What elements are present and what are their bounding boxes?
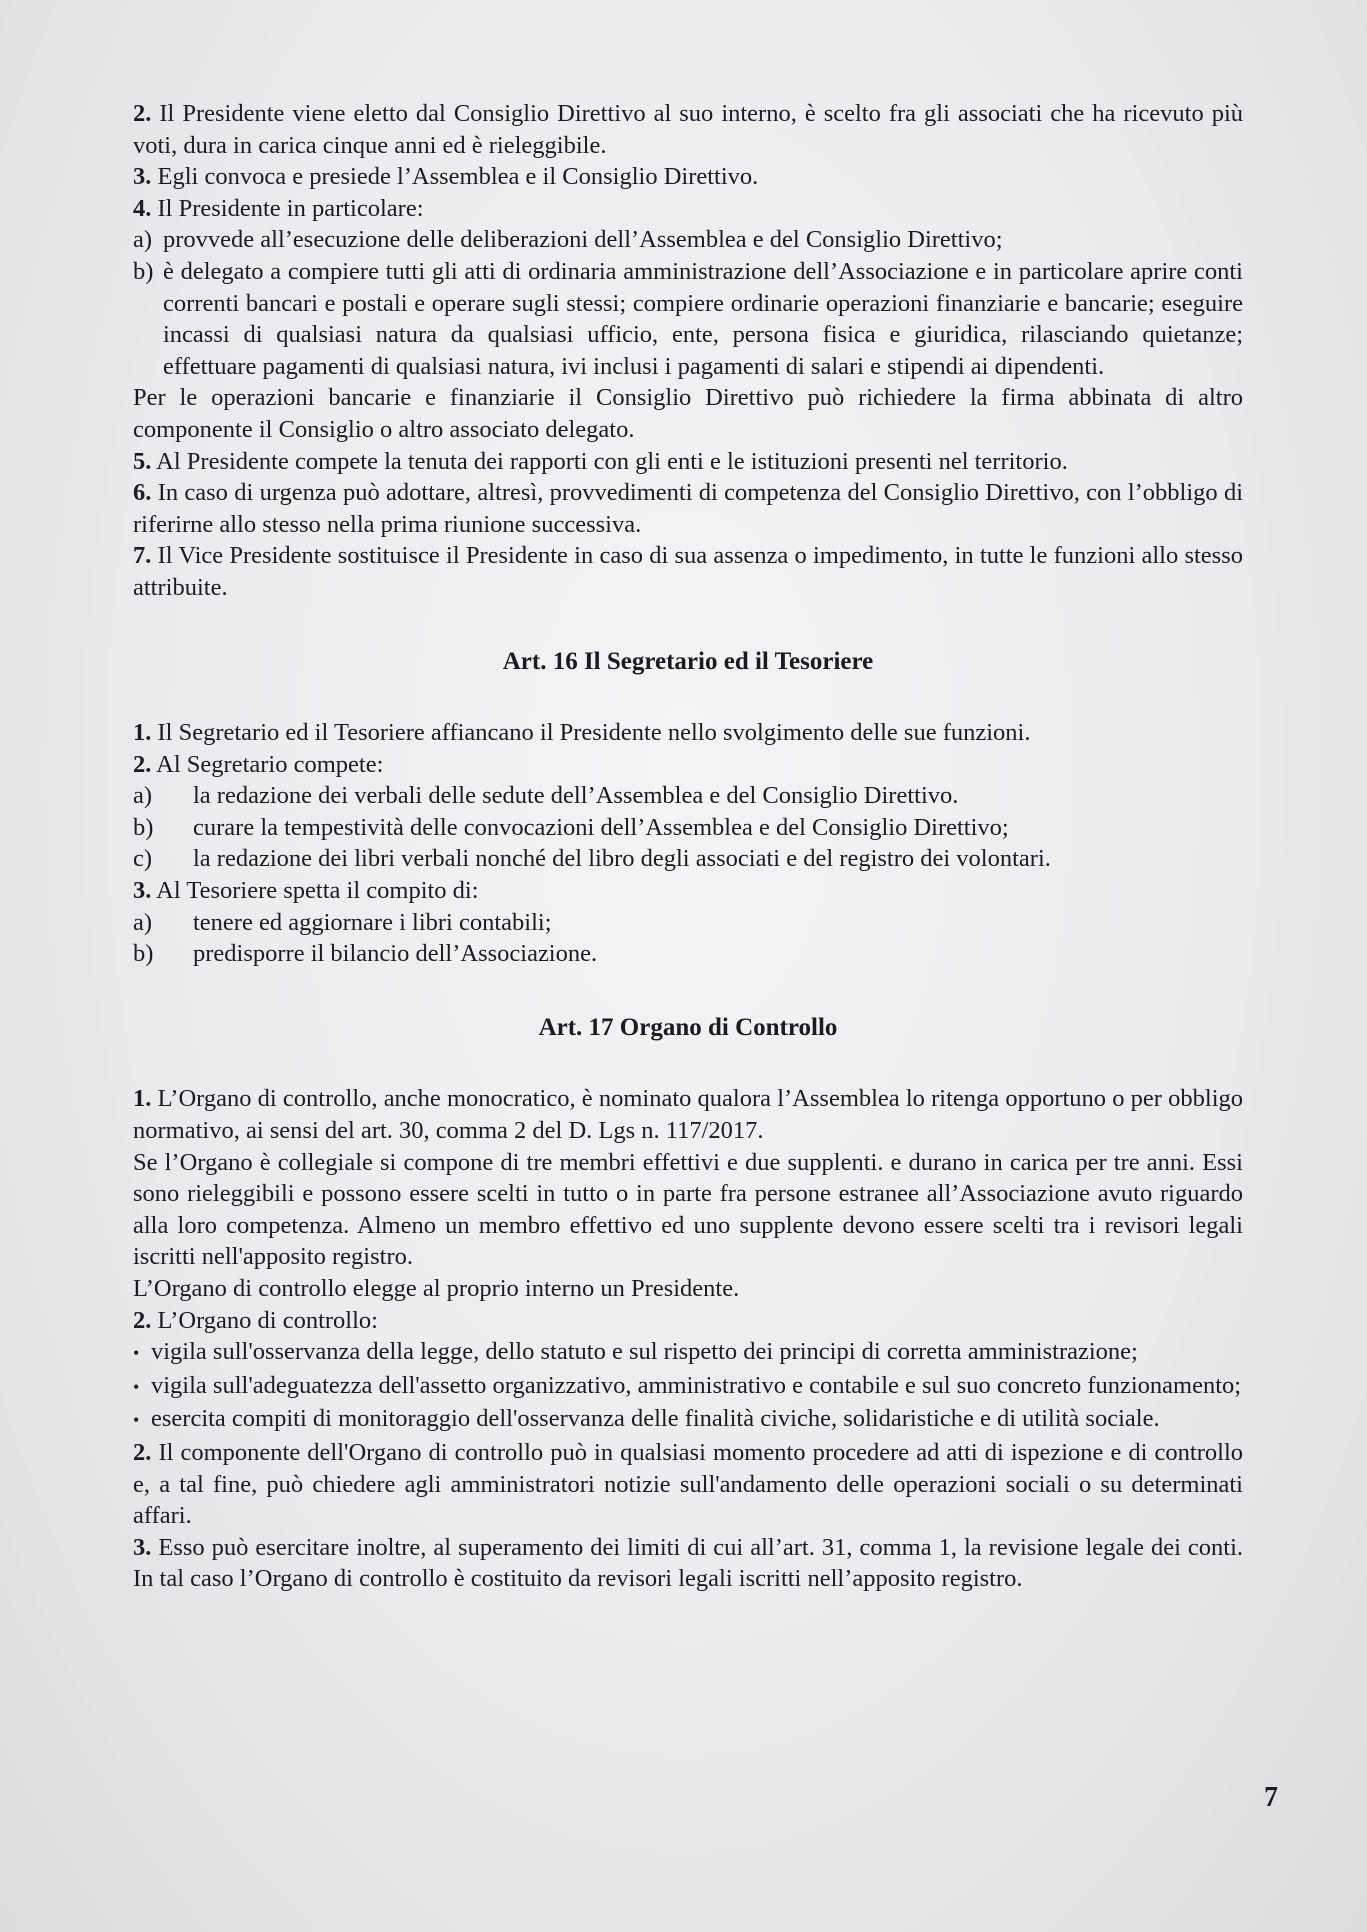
art17-bullet-item bbox=[133, 1336, 1243, 1370]
page-number: 7 bbox=[1264, 1782, 1278, 1813]
art16-heading: Art. 16 Il Segretario ed il Tesoriere bbox=[502, 647, 874, 675]
paragraph-number: 2. bbox=[133, 750, 152, 778]
art16-treasurer-item-b bbox=[133, 938, 1243, 970]
paragraph-text: In caso di urgenza può adottare, altresì, provvedimenti di competenza del Consiglio Direttivo, con l’obbligo di riferirne allo stesso nella prima riunione successiva. bbox=[133, 479, 1244, 538]
paragraph-number: 7. bbox=[133, 542, 152, 570]
list-marker: a) bbox=[133, 782, 153, 810]
art15-list-item-a bbox=[133, 224, 1243, 256]
paragraph-text: Egli convoca e presiede l’Assemblea e il Consiglio Direttivo. bbox=[157, 163, 759, 191]
bullet-text: vigila sull'adeguatezza dell'assetto organizzativo, amministrativo e contabile e sul suo concreto funzionamento; bbox=[151, 1371, 1242, 1399]
bullet-icon: • bbox=[133, 1343, 140, 1364]
paragraph-number: 4. bbox=[133, 194, 152, 222]
art15-paragraph-2 bbox=[133, 98, 1243, 161]
list-marker: a) bbox=[133, 908, 153, 936]
art17-bullet-item bbox=[133, 1370, 1243, 1404]
art15-firma-paragraph: Per le operazioni bancarie e finanziarie il Consiglio Direttivo può richiedere la firma abbinata di altro componente il Consiglio o altro associato delegato. bbox=[133, 384, 1243, 443]
paragraph-text: L’Organo di controllo, anche monocratico, è nominato qualora l’Assemblea lo ritenga opportuno o per obbligo normativo, ai sensi del art. 30, comma 2 del D. Lgs n. 117/2017. bbox=[133, 1085, 1243, 1145]
paragraph-number: 6. bbox=[133, 479, 152, 507]
paragraph-number: 3. bbox=[133, 877, 152, 905]
paragraph-number: 1. bbox=[133, 719, 152, 747]
list-item-text: tenere ed aggiornare i libri contabili; bbox=[193, 908, 552, 936]
list-item-text: la redazione dei libri verbali nonché del libro degli associati e del registro dei volontari. bbox=[193, 845, 1051, 873]
list-item-text: curare la tempestività delle convocazioni dell’Assemblea e del Consiglio Direttivo; bbox=[193, 813, 1009, 841]
document-body bbox=[133, 98, 1243, 1595]
list-marker: b) bbox=[133, 257, 154, 285]
paragraph-text: Il Presidente viene eletto dal Consiglio Direttivo al suo interno, è scelto fra gli associati che ha ricevuto più voti, dura in carica cinque anni ed è rieleggibile. bbox=[133, 100, 1244, 159]
list-marker: c) bbox=[133, 845, 153, 873]
art17-paragraph-1 bbox=[133, 1083, 1243, 1146]
list-marker: b) bbox=[133, 813, 154, 841]
paragraph-text: Il Segretario ed il Tesoriere affiancano il Presidente nello svolgimento delle sue funzioni. bbox=[157, 719, 1031, 747]
paragraph-text: L’Organo di controllo: bbox=[157, 1306, 378, 1334]
art17-presidente-paragraph: L’Organo di controllo elegge al proprio interno un Presidente. bbox=[133, 1275, 740, 1302]
paragraph-text: Il Vice Presidente sostituisce il Presidente in caso di sua assenza o impedimento, in tutte le funzioni allo stesso attribuite. bbox=[133, 542, 1244, 601]
art17-paragraph-2b bbox=[133, 1437, 1243, 1532]
art15-paragraph-3 bbox=[133, 161, 1243, 193]
paragraph-number: 2. bbox=[133, 1306, 152, 1334]
bullet-icon: • bbox=[133, 1376, 140, 1397]
list-item-text: provvede all’esecuzione delle deliberazioni dell’Assemblea e del Consiglio Direttivo; bbox=[163, 226, 1003, 254]
paragraph-text: Al Presidente compete la tenuta dei rapporti con gli enti e le istituzioni presenti nel territorio. bbox=[156, 447, 1068, 475]
art15-paragraph-4 bbox=[133, 193, 1243, 225]
paragraph-number: 5. bbox=[133, 447, 152, 475]
art15-paragraph-5 bbox=[133, 446, 1243, 478]
art16-secretary-item-c bbox=[133, 843, 1243, 875]
art16-paragraph-1 bbox=[133, 717, 1243, 749]
paragraph-number: 2. bbox=[133, 1438, 152, 1466]
art16-treasurer-item-a bbox=[133, 907, 1243, 939]
paragraph-number: 2. bbox=[133, 100, 152, 127]
bullet-text: vigila sull'osservanza della legge, dello statuto e sul rispetto dei principi di corretta amministrazione; bbox=[151, 1338, 1138, 1366]
list-item-text: la redazione dei verbali delle sedute dell’Assemblea e del Consiglio Direttivo. bbox=[193, 782, 959, 810]
list-item-text: è delegato a compiere tutti gli atti di ordinaria amministrazione dell’Associazione e in particolare aprire conti correnti bancari e postali e operare sugli stessi; compiere ordinarie operazioni finanziarie e bancarie; eseguire incassi di qualsiasi natura da qualsiasi ufficio, ente, persona fisica e giuridica, rilasciando quietanze; effettuare pagamenti di qualsiasi natura, ivi inclusi i pagamenti di salari e stipendi ai dipendenti. bbox=[163, 257, 1243, 380]
art15-paragraph-7 bbox=[133, 540, 1243, 603]
list-marker: a) bbox=[133, 226, 153, 254]
paragraph-text: Il Presidente in particolare: bbox=[157, 194, 424, 222]
paragraph-text: Esso può esercitare inoltre, al superamento dei limiti di cui all’art. 31, comma 1, la revisione legale dei conti. In tal caso l’Organo di controllo è costituito da revisori legali iscritti nell’apposito registro. bbox=[133, 1533, 1244, 1593]
art17-paragraph-3 bbox=[133, 1532, 1243, 1595]
paragraph-number: 3. bbox=[133, 1533, 152, 1561]
art16-paragraph-2 bbox=[133, 749, 1243, 781]
bullet-icon: • bbox=[133, 1410, 140, 1431]
paragraph-number: 3. bbox=[133, 163, 152, 191]
art17-heading: Art. 17 Organo di Controllo bbox=[538, 1013, 838, 1041]
art16-secretary-item-a bbox=[133, 780, 1243, 812]
paragraph-text: Il componente dell'Organo di controllo può in qualsiasi momento procedere ad atti di ispezione e di controllo e, a tal fine, può chiedere agli amministratori notizie sull'andamento delle operazioni sociali o su determinati affari. bbox=[133, 1438, 1244, 1530]
paragraph-text: Al Segretario compete: bbox=[156, 750, 384, 778]
art17-bullet-item bbox=[133, 1403, 1243, 1437]
list-item-text: predisporre il bilancio dell’Associazione. bbox=[193, 940, 598, 968]
paragraph-text: Al Tesoriere spetta il compito di: bbox=[156, 877, 479, 905]
art17-collegiale-paragraph: Se l’Organo è collegiale si compone di tre membri effettivi e due supplenti. e durano in carica per tre anni. Essi sono rieleggibili e possono essere scelti in tutto o in parte fra persone estranee all’Associazione avuto riguardo alla loro competenza. Almeno un membro effettivo ed uno supplente devono essere scelti tra i revisori legali iscritti nell'apposito registro. bbox=[133, 1148, 1243, 1271]
list-marker: b) bbox=[133, 940, 154, 968]
paragraph-number: 1. bbox=[133, 1085, 152, 1113]
bullet-text: esercita compiti di monitoraggio dell'osservanza delle finalità civiche, solidaristiche e di utilità sociale. bbox=[151, 1405, 1160, 1433]
art15-list-item-b bbox=[133, 256, 1243, 382]
art17-paragraph-2 bbox=[133, 1305, 1243, 1337]
art16-secretary-item-b bbox=[133, 812, 1243, 844]
art16-paragraph-3 bbox=[133, 875, 1243, 907]
art15-paragraph-6 bbox=[133, 477, 1243, 540]
